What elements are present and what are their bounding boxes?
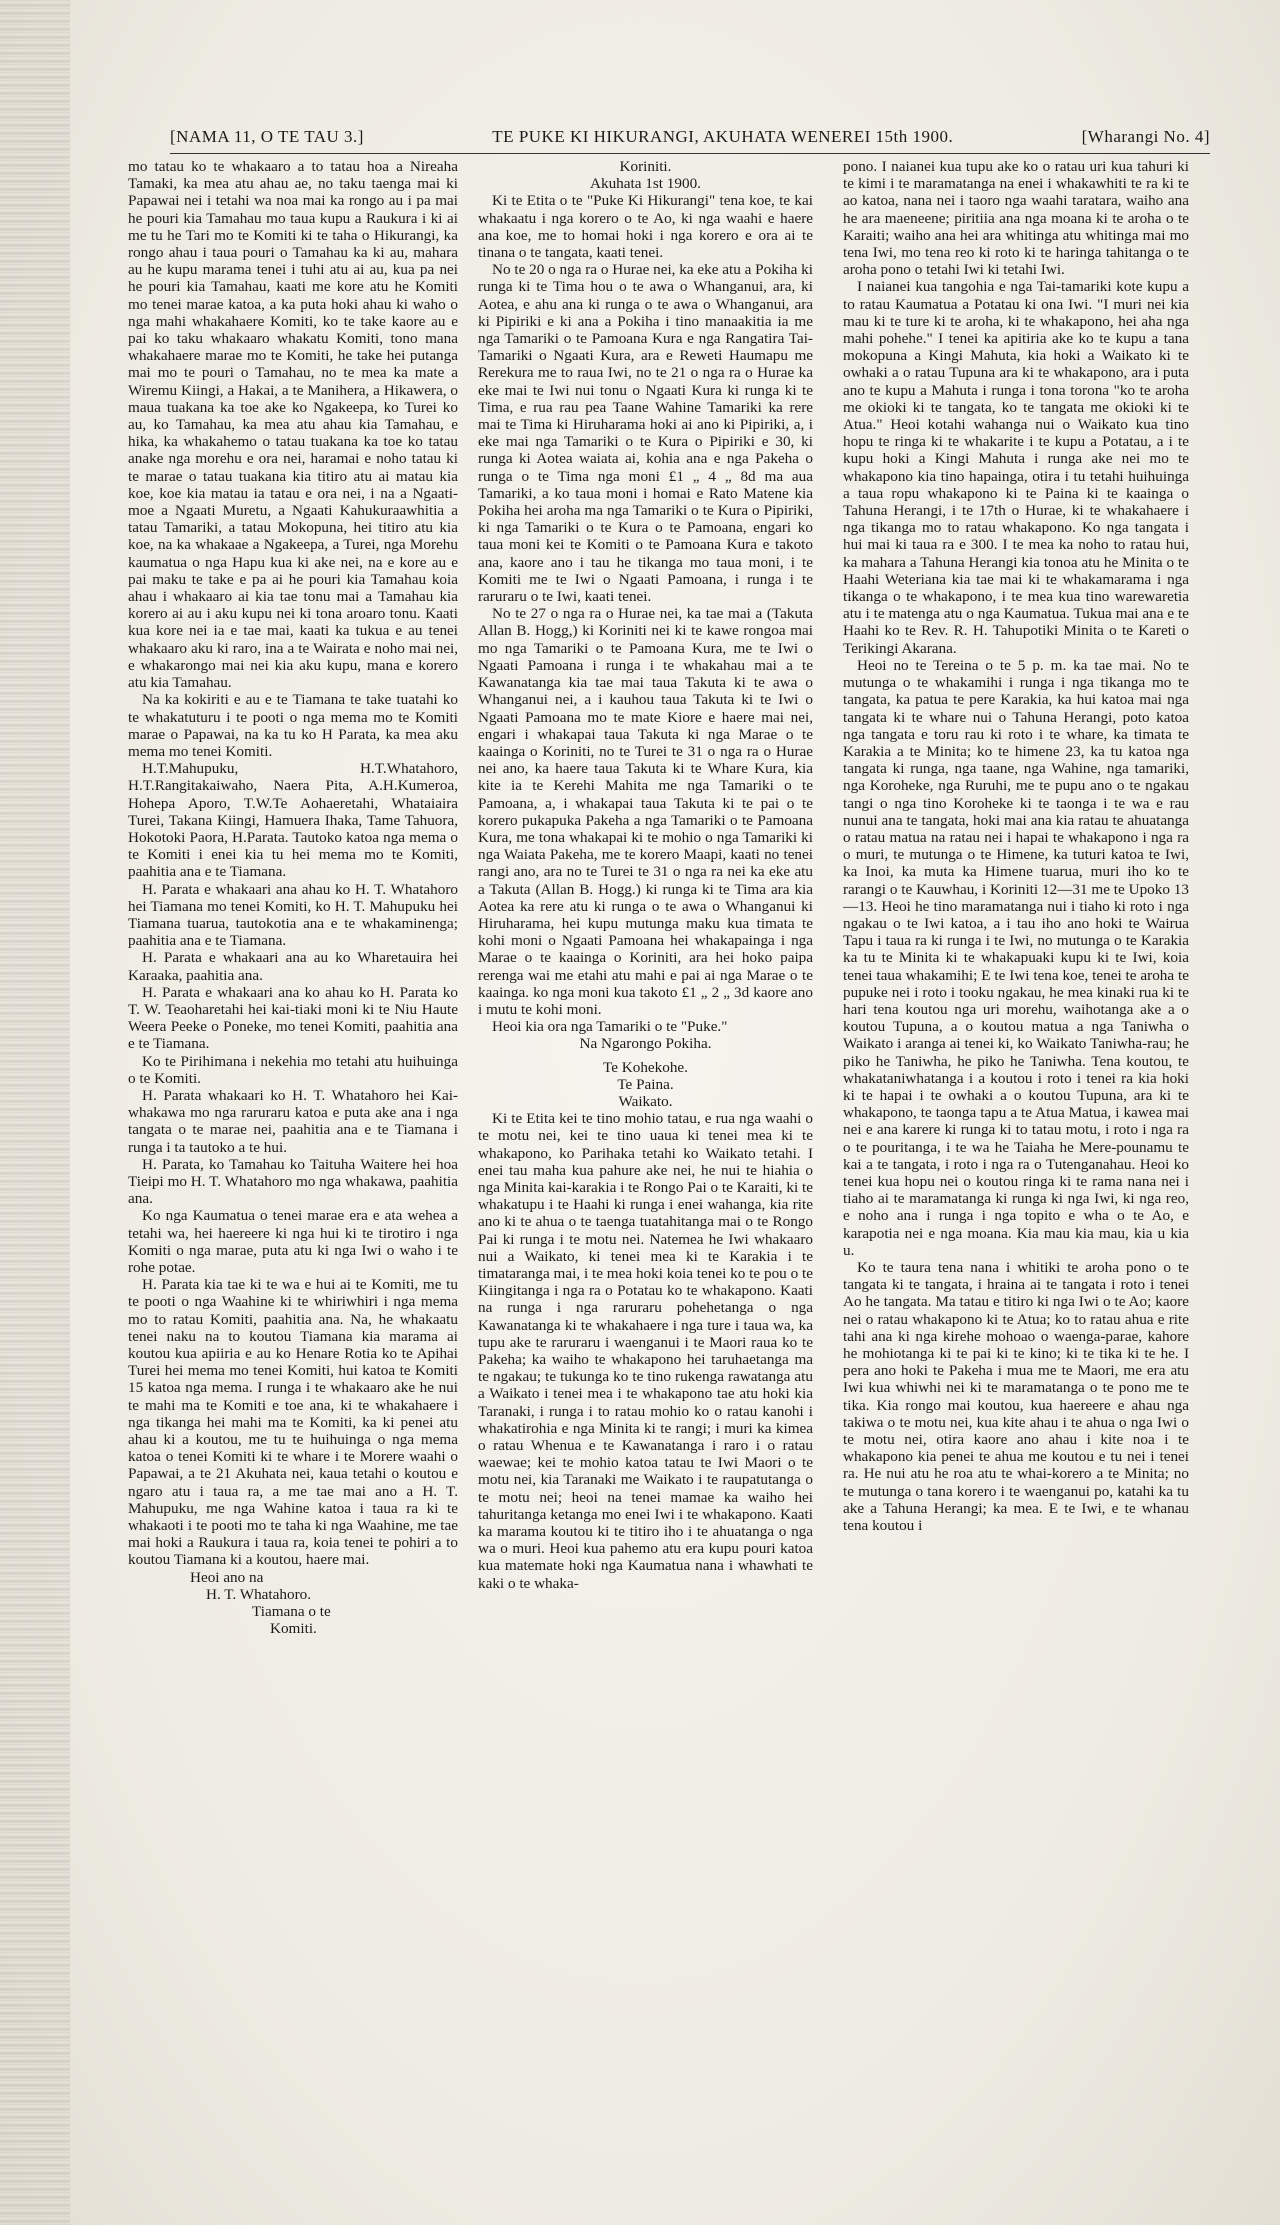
article-paragraph: Ko te taura tena nana i whitiki te aroha pono o te tangata ki te tangata, i hraina ai te tangata i roto i tenei Ao he tangata. Ma tatau e titiro ki nga Iwi o te Ao; kaore nei o ratau whakapono ki te Atua; ko to ratau ahua e rite tahi ana ki nga kirehe mohoao o waenga-parae, kahore he mohiotanga ki te pai ki te kino; ki te tika ki te he. I pera ano hoki te Pakeha i mua me te Maori, me era atu Iwi kua whiwhi nei ki te maramatanga o te pono me te tika. Kia rongo mai koutou, kua haereere e ahau nga takiwa o te motu nei, kua kite ahau i te ahua o nga Iwi o te motu nei, otira kaore ano ahau i kite noa i te whakapono kia penei te ahua me koutou e tu nei i tenei ra. He nui atu he roa atu te whai-korero a te Minita; no te mutunga o tana korero i te waenganui po, katahi ka tu ake a Tahuna Herangi; ka mea. E te Iwi, e te whanau tena koutou i xyxy=(843,1259,1189,1535)
article-paragraph: No te 27 o nga ra o Hurae nei, ka tae mai a (Takuta Allan B. Hogg,) ki Koriniti nei ki te kawe rongoa mai mo nga Tamariki o te Pamoana Kura, me te Iwi o Ngaati Pamoana i runga i te whakahau mai a te Kawanatanga kia tae mai taua Takuta ki te awa o Whanganui nei, a i kauhou taua Takuta ki te Iwi o Ngaati Pamoana mo te mate Kiore e haere mai nei, engari i whakapai taua Takuta ki nga Marae o te kaainga o Koriniti, no te Turei te 31 o nga ra o Hurae nei ano, ka haere taua Takuta ki te Whare Kura, kia kite ia te Kerehi Mahita me nga Tamariki o te Pamoana, a, i whakapai taua Takuta ki te pai o te korero pukapuka Pakeha a nga Tamariki o te Pamoana Kura, me tona whakapai ki te mohio o nga Tamariki ki nga Waiata Pakeha, me te korero Maapi, kaati no tenei rangi ano, ara no te Turei te 31 o nga ra nei ka eke atu a Takuta (Allan B. Hogg.) ki runga ki te Tima ara kia Aotea ka rere atu ki runga o te awa o Whanganui ki Hiruharama, hei kupu mutunga maku kua timata te kohi moni o Ngaati Pamoana hei whakapainga i nga Marae o te kaainga o Koriniti, ara hei hoko paipa rerenga wai me etahi atu mahi e pai ai nga Marae o te kaainga. ko nga moni kua takoto £1 „ 2 „ 3d kaore ano i mutu te kohi moni. xyxy=(478,605,813,1018)
page-header xyxy=(170,124,1210,154)
member-list: H.T.Mahupuku, H.T.Whatahoro, H.T.Rangitakaiwaho, Naera Pita, A.H.Kumeroa, Hohepa Aporo, T.W.Te Aohaeretahi, Whataiaira Turei, Takana Kiingi, Hamuera Ihaka, Tame Tahuora, Hokotoki Paora, H.Parata. Tautoko katoa nga mema o te Komiti i enei kia tu hei mema mo te Komiti, paahitia ana e te Tiamana. xyxy=(128,760,458,881)
article-paragraph: No te 20 o nga ra o Hurae nei, ka eke atu a Pokiha ki runga ki te Tima hou o te awa o Whanganui, ara, ki Aotea, e ahu ana ki runga o te awa o Whanganui, ara ki Pipiriki e ki ana a Pokiha i tino manaakitia ia me nga Tamariki o te Pamoana Kura e nga Rangatira Tai-Tamariki o Ngaati Kura, ara e Reweti Haumapu me Rerekura me to raua Iwi, no te 21 o nga ra o Hurae ka eke mai te Iwi nui tonu o Ngaati Kura ki runga ki te Tima, e rua rau pea Taane Wahine Tamariki ka rere mai te Tima ki Hiruharama hoki ai ano ki Pipiriki, a, i eke mai nga Tamariki o te Kura o Pipiriki e 30, ki runga ki Aotea waiata ai, kohia ana e nga Pakeha o runga o te Tima nga moni £1 „ 4 „ 8d ma aua Tamariki, a ko taua moni i homai e Rato Matene kia Pokiha hei aroha ma nga Tamariki o te Kura o Pipiriki, ki nga Tamariki o te Kura o te Pamoana, engari ko taua moni kei te Komiti o te Pamoana Kura e takoto ana, kaore ano i tau he tikanga mo taua moni, i te Komiti me te Iwi o Ngaati Pamoana, i runga i te raruraru o te Iwi, kaati tenei. xyxy=(478,261,813,606)
article-paragraph: Na ka kokiriti e au e te Tiamana te take tuatahi ko te whakatuturu i te pooti o nga mema mo te Komiti marae o Papawai, na ka tu ko H Parata, ka mea aku mema mo tenei Komiti. xyxy=(128,691,458,760)
article-paragraph: H. Parata whakaari ko H. T. Whatahoro hei Kai-whakawa mo nga raruraru katoa e puta ake ana i nga tangata o te marae nei, paahitia ana e te Tiamana i runga i ta tautoko a te hui. xyxy=(128,1086,458,1156)
letter-signature: Na Ngarongo Pokiha. xyxy=(579,1035,712,1053)
issue-number: [NAMA 11, O TE TAU 3.] xyxy=(170,127,364,146)
signature-name: H. T. Whatahoro. xyxy=(206,1585,312,1603)
signature-title: Komiti. xyxy=(270,1620,317,1638)
signature-title: Tiamana o te xyxy=(252,1603,331,1621)
newspaper-title: TE PUKE KI HIKURANGI, AKUHATA WENEREI 15th 1900. xyxy=(492,127,954,146)
column-1 xyxy=(128,158,458,2118)
article-paragraph: Heoi kia ora nga Tamariki o te "Puke." xyxy=(492,1018,728,1036)
page-number: [Wharangi No. 4] xyxy=(1081,127,1210,146)
signature-line: Heoi ano na xyxy=(190,1568,264,1586)
article-paragraph: H. Parata e whakaari ana ko ahau ko H. Parata ko T. W. Teaoharetahi hei kai-tiaki moni ki te Niu Haute Weera Peeke o Poneke, mo tenei Komiti, paahitia ana e te Tiamana. xyxy=(128,983,458,1053)
article-paragraph: Ki te Etita o te "Puke Ki Hikurangi" tena koe, te kai whakaatu i nga korero o te Ao, ki nga waahi e haere ana koe, me to homai hoki i nga korero e ora ai te tinana o te tangata, kaati tenei. xyxy=(478,192,813,262)
page-edge-shadow xyxy=(0,0,70,2225)
article-paragraph: mo tatau ko te whakaaro a to tatau hoa a Nireaha Tamaki, ka mea atu ahau ae, no taku taenga mai ki Papawai nei i tetahi wa noa mai ka rongo au i pa mai he pouri kia Tamahau mo taua kupu a Raukura i ki ai me tu he Tari mo te Komiti ki te taha o Hikurangi, ka rongo ahau i taua pouri o Tamahau ka ki au, mahara au he kupu marama tenei i tuhi atu ai au, kua pa nei he pouri kia Tamahau, kaati me kore atu he Komiti mo tenei marae katoa, a ka puta hoki ahau ki waho o nga mahi whakahaere Komiti, ko te take kaore au e pai ko taku whakaaro whakatu Komiti, tono mana whakahaere marae mo te Komiti, he take hei putanga mai mo te pouri o Tamahau, no te mea ka mate a Wiremu Kiingi, a Hakai, a te Manihera, a Hikawera, o maua tuakana ka toe ake ko Ngakeepa, ko Turei ko au, ko Tamahau, ka mea atu ahau kia Tamahau, e hika, ka whakahemo o tatau tuakana ka toe ko tatau anake nga morehu e ora nei, haramai e noho tatau ki te marae o tatau tuakana kia titiro atu ai matau kia koe, koe kia matau ia tatau e ora nei, i na a Ngaati-moe a Ngaati Muretu, a Ngaati Kahukuraawhitia a tatau Tamariki, a tatau Mokopuna, hei titiro atu kia koe, na ka whakaae a Ngakeepa, a Turei, nga Morehu kaumatua o nga Hapu kua ki ake nei, na e kore au e pai maku te take e pa ai he pouri kia Tamahau koia ahau i whakaaro ai kia tae tonu mai a Tamahau kia korero ai au i aku kupu nei ki tona aroaro tonu. Kaati kua kore nei ia e tae mai, kaati ka tukua e au tenei whakaaro aku ki raro, ina a te Wairata e noho mai nei, e whakarongo mai nei kia aku kupu, mana e korero atu kia Tamahau. xyxy=(128,158,458,692)
article-paragraph: H. Parata e whakaari ana ahau ko H. T. Whatahoro hei Tiamana mo tenei Komiti, ko H. T. Mahupuku hei Tiamana tuarua, tautokotia ana e te whakaminenga; paahitia ana e te Tiamana. xyxy=(128,880,458,950)
section-subheading: Te Paina. xyxy=(617,1075,674,1093)
article-paragraph: H. Parata kia tae ki te wa e hui ai te Komiti, me tu te pooti o nga Waahine ki te whiriwhiri i nga mema mo to ratau Komiti, paahitia ana. Na, he whakaatu tenei naku na to koutou Tiamana kia marama ai koutou kua apiiria e au ko Henare Rotia ko te Apihai Turei hei mema mo tenei Komiti, hui katoa te Komiti 15 katoa nga mema. I runga i te whakaaro ake he nui te mahi ma te Komiti e toe ana, ki te whakahaere i nga tikanga hei mahi ma te Komiti, ka ki penei atu ahau ki a koutou, me tu te huihuinga o nga mema katoa o tenei Komiti ki te whare i te Morere waahi o Papawai, a te 21 Akuhata nei, kaua tetahi o koutou e ngaro atu i taua ra, a me tae mai ano a H. T. Mahupuku, me nga Wahine katoa i taua ra ki te whakaoti i te pooti mo te taha ki nga Waahine, me tae mai hoki a Raukura i taua ra, koia tenei te pohiri a to koutou Tiamana ki a koutou, haere mai. xyxy=(128,1276,458,1569)
section-heading: Te Kohekohe. xyxy=(603,1058,688,1076)
article-paragraph: H. Parata e whakaari ana au ko Wharetauira hei Karaaka, paahitia ana. xyxy=(128,949,458,984)
article-paragraph: Ko nga Kaumatua o tenei marae era e ata wehea a tetahi wa, hei haereere ki nga hui ki te tirotiro i nga Komiti o nga marae, puta atu ki nga Iwi o waho i te rohe potae. xyxy=(128,1207,458,1276)
letter-date: Akuhata 1st 1900. xyxy=(590,175,701,193)
article-paragraph: I naianei kua tangohia e nga Tai-tamariki kote kupu a to ratau Kaumatua a Potatau ki ona Iwi. "I muri nei kia mau ki te ture ki te aroha, ki te whakapono, hei aha nga mahi pohehe." I tenei ka apitiria ake ko te kupu a tana mokopuna a Kingi Mahuta, kia hoki a Waikato ki te owhaki a o ratau Tupuna ara ki te whakapono, ara i puta ano te kupu a Mahuta i runga i tona torona "ko te aroha me okioki ki te tangata, ko te tangata me okioki ki te Atua." Heoi kotahi wahanga nui o Waikato kua tino hopu te ringa ki te whakarite i te kupu a Potatau, a i te kupu hoki a Kingi Mahuta i runga ake nei mo te whakapono kia tino hapainga, otira i tu tetahi huihuinga a taua ropu whakapono ki te Paina ki te kaainga o Tahuna Herangi, i te 17th o Hurae, ki te whakahaere i nga tikanga mo to ratau whakapono. Ko nga tangata i hui mai ki taua ra e 300. I te mea ka noho to ratau hui, ka mahara a Tahuna Herangi kia tonoa atu he Minita o te Haahi Weteriana kia tae mai ki te whakamarama i nga tikanga o te whakapono, i te mea kua tino warewaretia atu i te matenga atu o nga Kaumatua. Tukua mai ana e te Haahi ko te Rev. R. H. Tahupotiki Minita o te Kareti o Terikingi Akarana. xyxy=(843,278,1189,657)
article-paragraph: Ki te Etita kei te tino mohio tatau, e rua nga waahi o te motu nei, kei te tino uaua ki tenei mea ki te whakapono, ko Parihaka tetahi ko Waikato tetahi. I enei tau maha kua pahure ake nei, he nui te hiahia o nga Minita kai-karakia i te Rongo Pai o te Karaiti, ki te whakatupu i te Haahi ki runga i enei wahanga, kia rite ano ki te ahua o te taenga tuatahitanga mai o te Rongo Pai ki runga i te motu nei. Natemea he Iwi whakaaro nui a Waikato, ki tenei mea ki te Karakia i te timataranga mai, i te mea hoki koia tenei ko te pou o te Kiingitanga i nga ra o Potatau ko te whakapono. Kaati na runga i nga raruraru pohehetanga o nga Kawanatanga ki te whakahaere i nga ture i taua wa, ka tupu ake te raruraru i waenganui i te Maori raua ko te Pakeha; ka waiho te whakapono hei taruhaetanga ma te ngakau; te tukunga ko te tino rukenga rawatanga atu a Waikato i tenei mea i te whakapono tae atu hoki kia Taranaki, i runga i to ratau mohio ko o ratau kanohi i whakatirohia e nga Minita ki te rangi; i muri ka kimea o ratau Whenua e te Kawanatanga i raro i o ratau waewae; kei te mohio katoa tatau te Iwi Maori o te motu nei, kia Taranaki me Waikato i te raupatutanga o te motu nei; heoi na tenei mamae ka waiho hei tahuritanga ketanga mo enei Iwi i te whakapono. Kaati ka marama koutou ki te titiro iho i te ahuatanga o nga wa o muri. Heoi kua pahemo atu era kupu pouri katoa kua matemate hoki nga Kaumatua nana i whawhati te kaki o te whaka- xyxy=(478,1110,813,1592)
column-2 xyxy=(478,158,813,2118)
column-3 xyxy=(843,158,1189,2118)
section-subheading: Waikato. xyxy=(618,1092,673,1110)
article-paragraph: Ko te Pirihimana i nekehia mo tetahi atu huihuinga o te Komiti. xyxy=(128,1052,458,1087)
article-paragraph: Heoi no te Tereina o te 5 p. m. ka tae mai. No te mutunga o te whakamihi i runga i nga tikanga mo te tangata, ka patua te pere Karakia, ka hui katoa mai nga tangata ki te whare nui o Tahuna Herangi, poto katoa nga tangata e toru rau ki roto i te whare, ka timata te Karakia a te Minita; ko te himene 23, ka tu katoa nga tangata ki runga, nga taane, nga Wahine, nga tamariki, nga Koroheke, nga Ruruhi, me te pupu ano o te ngakau tangi o nga tino Koroheke ki te taonga i te wa e rau nunui ana te tangata, hoki mai ana kia ratau te ahuatanga o ratau matua na ratau nei i hapai te whakapono i nga ra o muri, te mutunga o te Himene, ka tuturi katoa te Iwi, ka Inoi, ka muta ka Himene tuarua, muri iho ko te rarangi o te Kauwhau, i Koriniti 12—31 me te Upoko 13—13. Heoi he tino maramatanga nui i tiaho ki roto i nga ngakau o te Iwi katoa, a i tau iho ano hoki te Wairua Tapu i taua ra ki runga i te Iwi, no mutunga o te Karakia ka tu te Minita ki te whakapuaki kupu ki te Iwi, koia tenei taua whakamihi; E te Iwi tena koe, tenei te aroha te pupuke nei i roto i tooku ngakau, he mea kinaki rua ki te hari tena koutou nga uri morehu, waihotanga ake a o koutou Tupuna, a o koutou matua a nga Taniwha o Waikato i aranga ai tenei ki, ko Waikato Taniwha-rau; he piko he Taniwha, he piko he Taniwha. Tena koutou, te whakataniwhatanga i a koutou i roto i tenei ra kia hoki ki te hapai i te owhaki a o koutou Tupuna, ara ki te whakapono, te taonga tapu a te Atua Matua, i kawea mai nei e ana karere ki runga ki to tatau motu, i roto i nga ra o te pouritanga, i te wa he Taiaha he Mere-pounamu te kai a te tangata, i roto i nga ra o Tutenganahau. Heoi ko tenei kua hopu nei o koutou ringa ki te rama nana nei i tiaho ai te maramatanga ki runga ki nga Iwi, ki nga reo, e noho ana i runga i nga topito e wha o te Ao, e karapotia nei e nga moana. Kia mau kia mau, kia u kia u. xyxy=(843,656,1189,1259)
article-paragraph: pono. I naianei kua tupu ake ko o ratau uri kua tahuri ki te kimi i te maramatanga na enei i whakawhiti te ra ki te ao katoa, nana nei i taoro nga waahi taratara, waiho ana he ara maeneene; piritiia ana nga moana ki te aroha o te Karaiti; waiho ana hei ara whitinga atu whitinga mai mo tena Iwi, mo tena reo ki roto ki te haringa tahitanga o te aroha pono o tetahi Iwi ki tetahi Iwi. xyxy=(843,158,1189,279)
article-paragraph: H. Parata, ko Tamahau ko Taituha Waitere hei hoa Tieipi mo H. T. Whatahoro mo nga whakawa, paahitia ana. xyxy=(128,1155,458,1208)
letter-heading: Koriniti. xyxy=(619,158,672,175)
